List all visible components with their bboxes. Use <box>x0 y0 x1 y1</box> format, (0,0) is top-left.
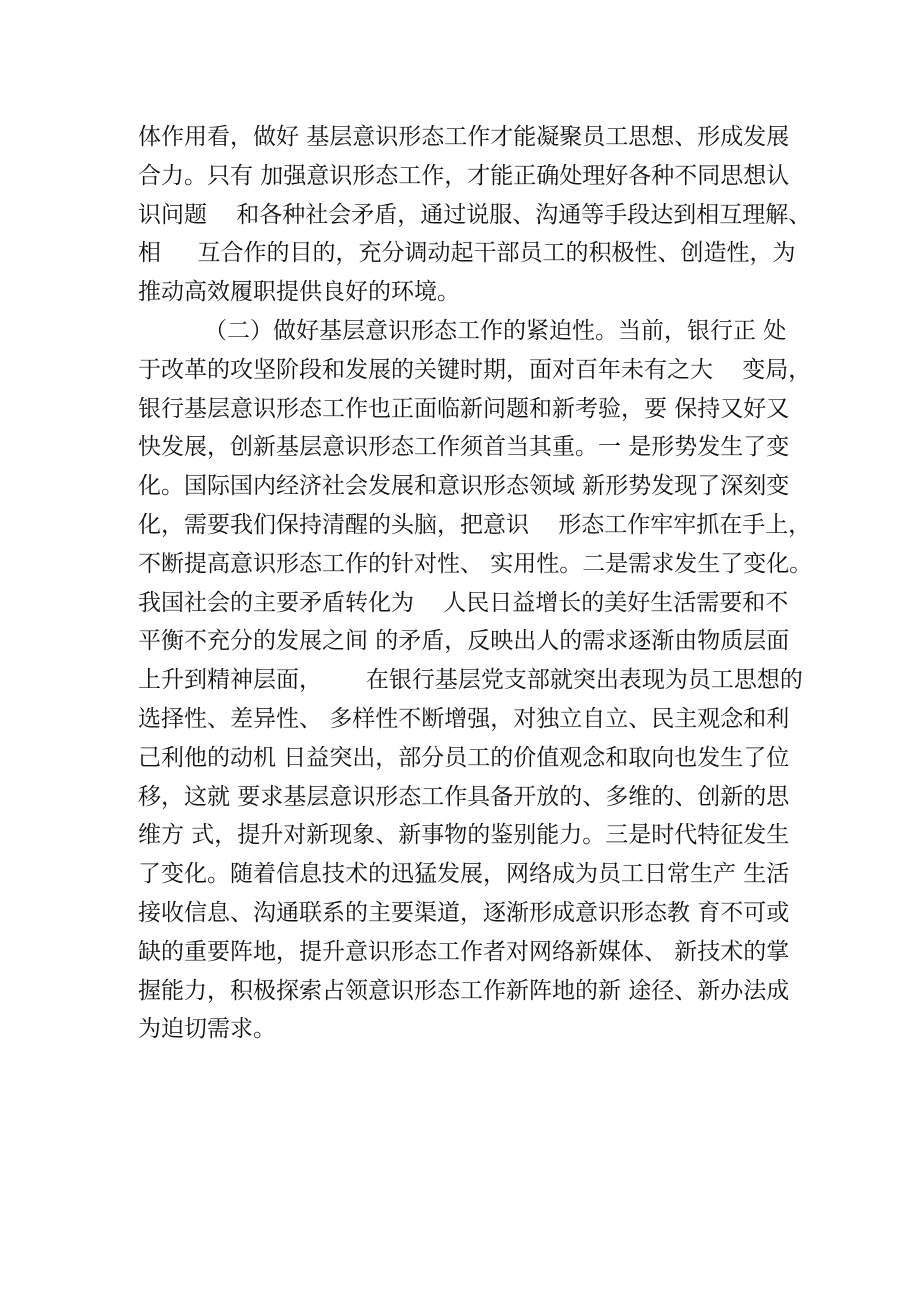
text-line: 接收信息、沟通联系的主要渠道，逐渐形成意识形态教 育不可或 <box>138 899 790 926</box>
text-line: 了变化。随着信息技术的迅猛发展，网络成为员工日常生产 生活 <box>138 861 790 888</box>
text-line: 合力。只有 加强意识形态工作，才能正确处理好各种不同思想认 <box>138 162 790 189</box>
text-line: 握能力，积极探索占领意识形态工作新阵地的新 途径、新办法成 <box>138 977 790 1004</box>
text-line: 不断提高意识形态工作的针对性、 实用性。二是需求发生了变化。 <box>138 550 813 577</box>
text-line: 银行基层意识形态工作也正面临新问题和新考验，要 保持又好又 <box>138 395 790 422</box>
text-line: 于改革的攻坚阶段和发展的关键时期，面对百年未有之大 变局， <box>138 356 812 383</box>
text-line: 化，需要我们保持清醒的头脑，把意识 形态工作牢牢抓在手上， <box>138 511 812 538</box>
text-line: 体作用看，做好 基层意识形态工作才能凝聚员工思想、形成发展 <box>138 124 790 150</box>
text-line: 移，这就 要求基层意识形态工作具备开放的、多维的、创新的思 <box>138 783 790 810</box>
text-line: 化。国际国内经济社会发展和意识形态领域 新形势发现了深刻变 <box>138 473 790 500</box>
text-line: 维方 式，提升对新现象、新事物的鉴别能力。三是时代特征发生 <box>138 822 790 849</box>
text-line: 己利他的动机 日益突出，部分员工的价值观念和取向也发生了位 <box>138 744 790 771</box>
body-text <box>138 118 818 1049</box>
text-line: 缺的重要阵地，提升意识形态工作者对网络新媒体、 新技术的掌 <box>138 938 790 965</box>
text-line: 识问题 和各种社会矛盾，通过说服、沟通等手段达到相互理解、 <box>138 201 812 228</box>
text-line: 我国社会的主要矛盾转化为 人民日益增长的美好生活需要和不 <box>138 589 789 616</box>
section-heading-line: （二）做好基层意识形态工作的紧迫性。当前，银行正 处 <box>204 317 787 344</box>
text-line: 为迫切需求。 <box>138 1016 276 1043</box>
text-line: 平衡不充分的发展之间 的矛盾，反映出人的需求逐渐由物质层面 <box>138 628 790 655</box>
text-line: 选择性、差异性、 多样性不断增强，对独立自立、民主观念和利 <box>138 705 790 732</box>
text-line: 上升到精神层面， 在银行基层党支部就突出表现为员工思想的 <box>138 667 803 694</box>
text-line: 相 互合作的目的，充分调动起干部员工的积极性、创造性，为 <box>138 240 796 267</box>
text-line: 快发展，创新基层意识形态工作须首当其重。一 是形势发生了变 <box>138 434 790 461</box>
text-line: 推动高效履职提供良好的环境。 <box>138 279 460 306</box>
